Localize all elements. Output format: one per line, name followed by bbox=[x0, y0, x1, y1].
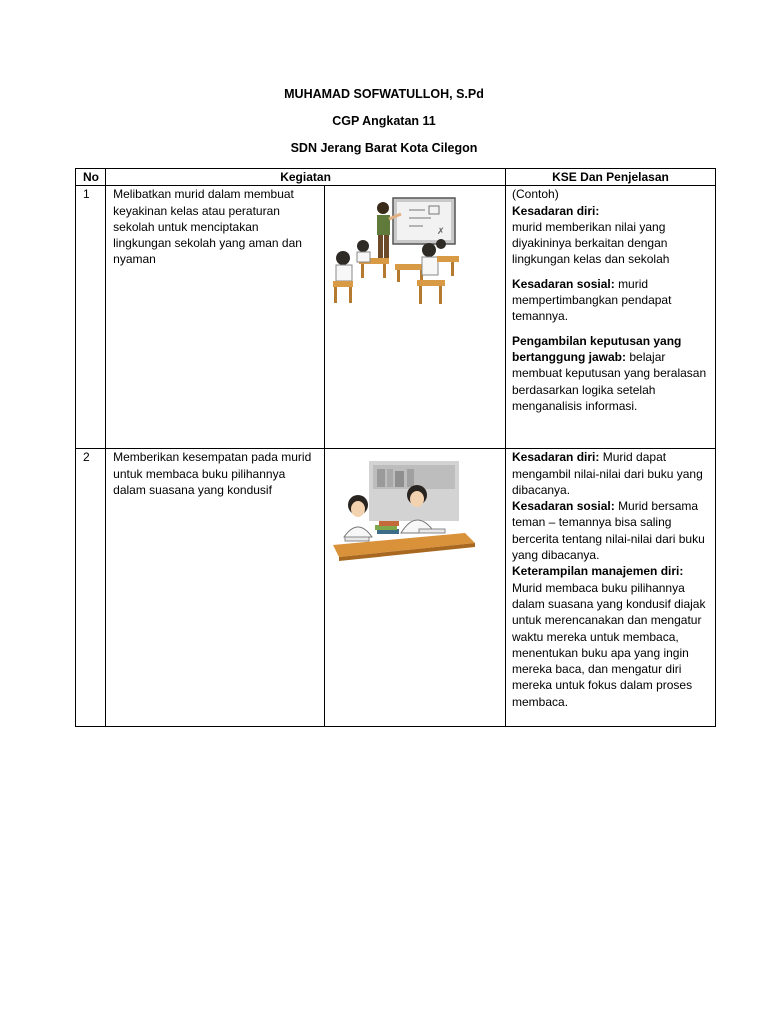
kse-title: Pengambilan keputusan yang bertanggung jawab: bbox=[512, 333, 682, 364]
table-row bbox=[76, 449, 716, 727]
kse-title: Kesadaran diri: bbox=[512, 203, 600, 218]
kse-title: Keterampilan manajemen diri: bbox=[512, 564, 684, 579]
kse-item bbox=[512, 333, 711, 414]
example-label: (Contoh) bbox=[512, 187, 559, 202]
kse-item bbox=[512, 498, 711, 563]
kse-text: Murid membaca buku pilihannya dalam suasana yang kondusif diajak untuk merencanakan dan mengatur waktu mereka untuk membaca, menentukan buku apa yang ingin mereka baca, dan mengatur diri mereka untuk fokus dalam proses membaca. bbox=[512, 580, 706, 709]
table-row bbox=[76, 186, 716, 449]
activity-image-cell bbox=[325, 449, 506, 727]
kse-title: Kesadaran diri: bbox=[512, 450, 600, 465]
header-kse: KSE Dan Penjelasan bbox=[506, 169, 716, 186]
kse-text: Murid bersama teman – temannya bisa saling bercerita tentang nilai-nilai dari buku yang dibacanya. bbox=[512, 499, 705, 563]
table-header-row bbox=[76, 169, 716, 186]
row-number: 2 bbox=[76, 449, 106, 727]
activity-image-cell bbox=[325, 186, 506, 449]
author-name: MUHAMAD SOFWATULLOH, S.Pd bbox=[284, 87, 484, 101]
svg-text:✗: ✗ bbox=[437, 227, 445, 238]
activity-text: Melibatkan murid dalam membuat keyakinan kelas atau peraturan sekolah untuk menciptakan lingkungan sekolah yang aman dan nyaman bbox=[106, 186, 325, 449]
kse-item bbox=[512, 449, 711, 498]
kse-item bbox=[512, 203, 711, 268]
header-activity: Kegiatan bbox=[106, 169, 506, 186]
kse-table bbox=[75, 168, 716, 727]
kse-cell bbox=[506, 449, 716, 727]
school-name: SDN Jerang Barat Kota Cilegon bbox=[290, 141, 478, 155]
cohort-title: CGP Angkatan 11 bbox=[332, 114, 436, 128]
row-number: 1 bbox=[76, 186, 106, 449]
kse-title: Kesadaran sosial: bbox=[512, 276, 615, 291]
reading-students-illustration bbox=[325, 449, 505, 569]
kse-item bbox=[512, 276, 711, 325]
kse-text: belajar membuat keputusan yang beralasan berdasarkan logika setelah menganalisis informasi. bbox=[512, 349, 707, 413]
classroom-illustration bbox=[325, 186, 505, 306]
activity-text: Memberikan kesempatan pada murid untuk membaca buku pilihannya dalam suasana yang kondusif bbox=[106, 449, 325, 727]
kse-text: Murid dapat mengambil nilai-nilai dari buku yang dibacanya. bbox=[512, 450, 703, 497]
kse-text: murid mempertimbangkan pendapat temannya. bbox=[512, 276, 672, 324]
kse-item bbox=[512, 563, 711, 710]
header-no: No bbox=[76, 169, 106, 186]
kse-cell bbox=[506, 186, 716, 449]
kse-title: Kesadaran sosial: bbox=[512, 499, 615, 514]
kse-text: murid memberikan nilai yang diyakininya berkaitan dengan lingkungan kelas dan sekolah bbox=[512, 219, 670, 267]
